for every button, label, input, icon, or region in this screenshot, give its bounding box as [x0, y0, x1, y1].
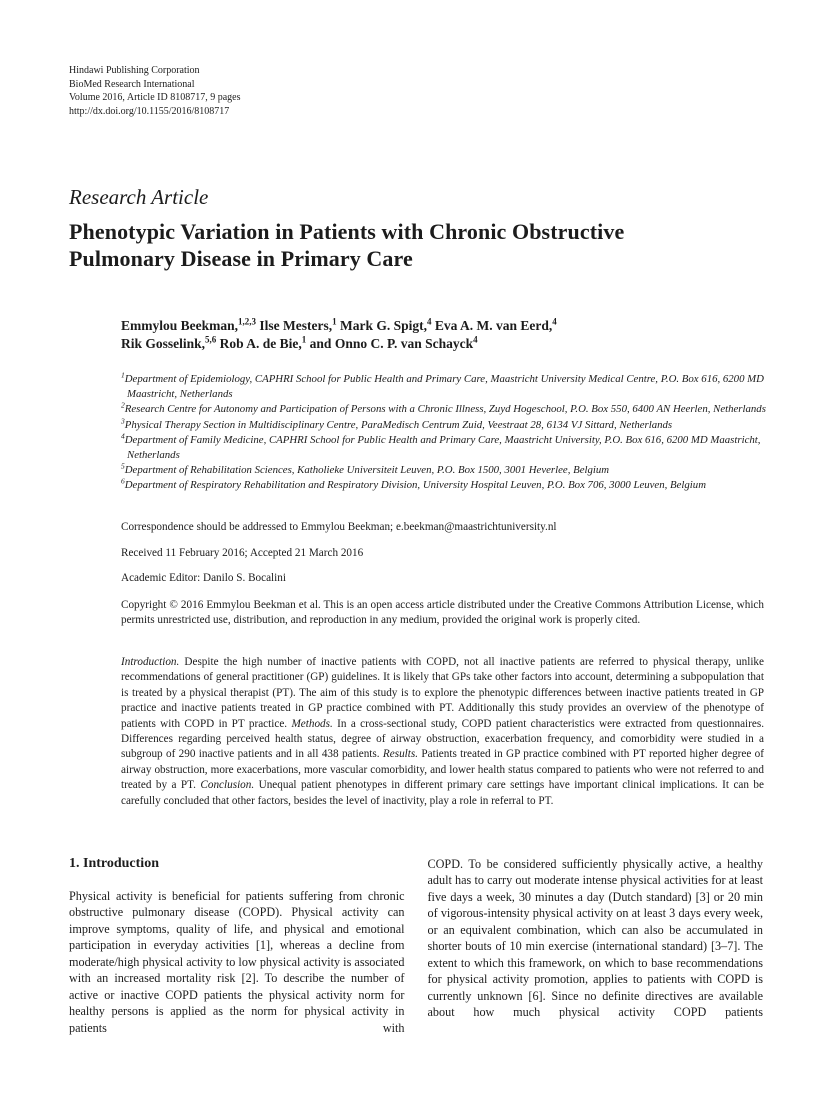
section-heading-introduction: 1. Introduction — [69, 856, 159, 871]
copyright-notice: Copyright © 2016 Emmylou Beekman et al. This is an open access article distributed under the Creative Commons Attribution License, which permits unrestricted use, distribution, and reproduction in any medium, provided the original work is properly cited. — [121, 599, 764, 627]
academic-editor-line: Academic Editor: Danilo S. Bocalini — [121, 572, 286, 584]
abstract-section-label: Methods. — [287, 717, 333, 730]
body-paragraph-left: Physical activity is beneficial for patients suffering from chronic obstructive pulmonary disease (COPD). Physical activity can improve symptoms, quality of life, and physical and emotional participation in everyday activities [1], whereas a decline from moderate/high physical activity to low physical activity is associated with an increased mortality risk [2]. To describe the number of active or inactive COPD patients the physical activity norm for healthy persons is applied as the norm for physical activity in patients with — [69, 889, 405, 1035]
journal-name: BioMed Research International — [69, 78, 195, 90]
article-title: Phenotypic Variation in Patients with Chronic Obstructive Pulmonary Disease in Primary Care — [69, 219, 625, 271]
abstract-paragraph: Introduction. Despite the high number of inactive patients with COPD, not all inactive patients are referred to physical therapy, unlike recommendations of general practitioner (GP) guidelines. It is likely that GPs take other factors into account, determining a subpopulation that is treated by a physical therapist (PT). The aim of this study is to explore the phenotypic differences between inactive patients treated in GP practice and inactive patients treated in GP practice combined with PT. Additionally this study provides an overview of the phenotype of patients with COPD in PT practice. Methods. In a cross-sectional study, COPD patient characteristics were extracted from questionnaires. Differences regarding perceived health status, degree of airway obstruction, exacerbation frequency, and comorbidity were studied in a subgroup of 290 inactive patients and in all 438 patients. Results. Patients treated in GP practice combined with PT reported higher degree of airway obstruction, more exacerbations, more vascular comorbidity, and lower health status compared to patients who were not referred to and treated by a PT. Conclusion. Unequal patient phenotypes in different primary care settings have important clinical implications. It can be carefully concluded that other factors, besides the level of inactivity, play a role in referral to PT. — [121, 656, 764, 807]
author-list — [121, 317, 766, 353]
received-accepted-line: Received 11 February 2016; Accepted 21 March 2016 — [121, 547, 364, 559]
volume-article-id: Volume 2016, Article ID 8108717, 9 pages — [69, 92, 241, 104]
doi-url: http://dx.doi.org/10.1155/2016/8108717 — [69, 106, 230, 118]
abstract-section-label: Introduction. — [121, 656, 180, 668]
affiliation-list — [121, 372, 771, 494]
affiliation: $^2$Research Centre for Autonomy and Participation of Persons with a Chronic Illness, Zuyd Hogeschool, P.O. Box 550, 6400 AN Heerlen, Netherlands — [121, 400, 766, 416]
publisher-header — [69, 64, 240, 119]
affiliation: $^3$Physical Therapy Section in Multidisciplinary Centre, ParaMedisch Centrum Zuid, Veestraat 28, 6134 VJ Sittard, Netherlands — [121, 416, 673, 431]
affiliation: $^6$Department of Respiratory Rehabilitation and Respiratory Division, University Hospital Leuven, P.O. Box 706, 3000 Leuven, Belgium — [121, 476, 707, 492]
body-columns — [69, 856, 763, 1036]
affiliation: $^5$Department of Rehabilitation Sciences, Katholieke Universiteit Leuven, P.O. Box 1500, 3001 Heverlee, Belgium — [121, 461, 610, 477]
affiliation: $^4$Department of Family Medicine, CAPHRI School for Public Health and Primary Care, Maastricht University, P.O. Box 616, 6200 MD Maastricht, Netherlands — [121, 431, 761, 462]
correspondence-line: Correspondence should be addressed to Emmylou Beekman; e.beekman@maastrichtuniversity.nl — [121, 521, 557, 533]
affiliation: $^1$Department of Epidemiology, CAPHRI School for Public Health and Primary Care, Maastricht University Medical Centre, P.O. Box 616, 6200 MD Maastricht, Netherlands — [121, 370, 764, 401]
author-line: Emmylou Beekman,$^{1,2,3}$ Ilse Mesters,$^1$ Mark G. Spigt,$^4$ Eva A. M. van Eerd,$^4$ — [121, 316, 557, 333]
abstract-section-label: Conclusion. — [195, 779, 255, 792]
abstract-section-label: Results. — [379, 748, 419, 761]
column-right — [428, 856, 764, 1036]
column-left — [69, 856, 405, 1036]
article-type-label: Research Article — [69, 185, 209, 209]
author-line: Rik Gosselink,$^{5,6}$ Rob A. de Bie,$^1$ and Onno C. P. van Schayck$^4$ — [121, 334, 478, 351]
publisher-name: Hindawi Publishing Corporation — [69, 65, 200, 76]
body-paragraph-right: COPD. To be considered sufficiently physically active, a healthy adult has to carry out moderate intense physical activities for at least five days a week, 30 minutes a day (Dutch standard) [3] or 20 min of vigorous-intensity physical activity on at least 3 days every week, or an equivalent combination, which can also be accumulated in shorter bouts of 10 min exercise (international standard) [3–7]. The extent to which this framework, on which to base recommendations for physical activity promotion, applies to patients with COPD is currently unknown [6]. Since no definite directives are available about how much physical activity COPD patients — [427, 857, 763, 1020]
